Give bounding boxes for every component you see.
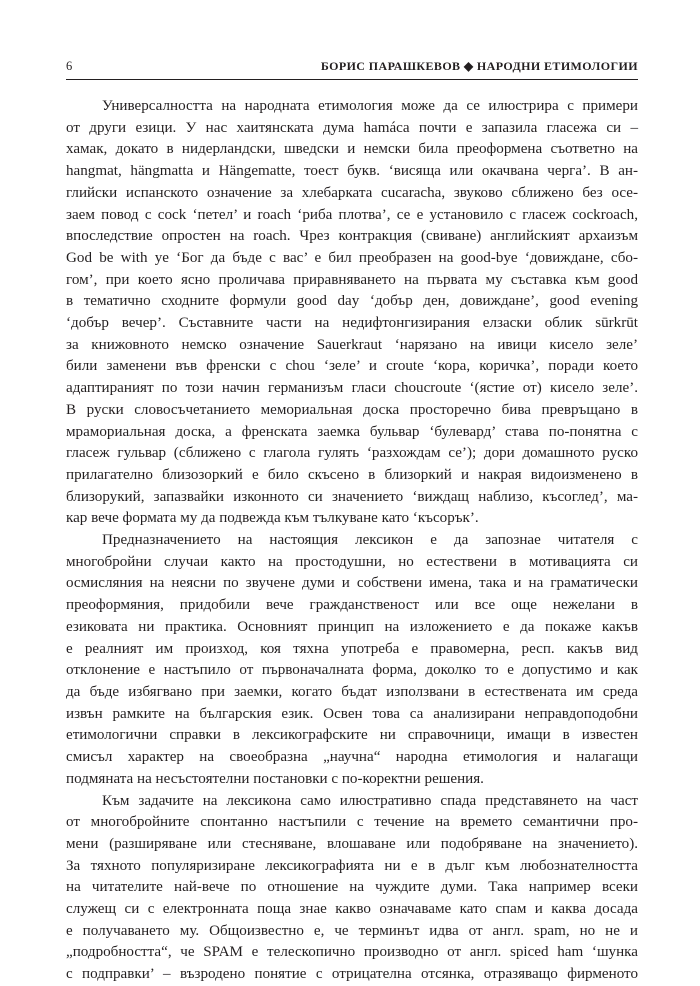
body-text xyxy=(66,96,638,986)
text-line: многобройни случаи както на простодушни, но естествени в мотивацията си xyxy=(66,553,638,570)
text-line: заем повод с cock ‘петел’ и roach ‘риба плотва’, се е установило с гласеж cockroach, xyxy=(66,206,638,223)
text-line: с подправки’ – възродено понятие с отрицателна отсянка, отразяващо фирменото xyxy=(66,966,638,983)
text-line: смисъл характер на своеобразна „научна“ народна етимология и налагащи xyxy=(66,749,638,766)
running-title: БОРИС ПАРАШКЕВОВ ◆ НАРОДНИ ЕТИМОЛОГИИ xyxy=(320,59,638,73)
paragraph-1 xyxy=(66,96,638,530)
paragraph-2 xyxy=(66,530,638,790)
text-line: осмисляния на неясни по звучене думи и собствени имена, така и на граматически xyxy=(66,575,638,592)
text-line: на читателите най-вече по отношение на чуждите думи. Така например всеки xyxy=(66,879,638,896)
text-line: езиковата ни практика. Основният принцип на изложението е да покаже какъв xyxy=(66,618,638,635)
text-line: hangmat, hängmatta и Hängematte, тоест букв. ‘висяща или окачвана черга’. В ан- xyxy=(66,163,638,180)
text-line: хамак, докато в нидерландски, шведски и немски била преоформена съответно на xyxy=(66,141,638,158)
text-line: е получаването му. Общоизвестно е, че терминът идва от англ. spam, но не и xyxy=(66,922,638,939)
text-line: гласеж гульвар (сближено с глагола гулять ‘разхождам се’); дори домашното руско xyxy=(66,445,638,462)
text-line: адаптираният по този начин германизъм гласи choucroute ‘(ястие от) кисело зеле’. xyxy=(66,380,638,397)
text-line: преоформяния, придобили вече гражданственост или все още нежелани в xyxy=(66,597,638,614)
text-line: е реалният им произход, коя тяхна употреба е правомерна, респ. какъв вид xyxy=(66,640,638,657)
text-line: в тематично сходните формули good day ‘добър ден, довиждане’, good evening xyxy=(66,293,638,310)
text-line: прилагателно близозоркий е било скъсено в близоркий и накрая видоизменено в xyxy=(66,466,638,483)
text-line: мени (разширяване или стесняване, влошаване или подобряване на значението). xyxy=(66,835,638,852)
text-line: Универсалността на народната етимология може да се илюстрира с примери xyxy=(102,98,638,114)
text-line: Към задачите на лексикона само илюстративно спада представянето на част xyxy=(102,792,638,809)
text-line: В руски словосъчетанието мемориальная доска просторечно бива превръщано в xyxy=(66,401,638,418)
paragraph-3 xyxy=(66,791,638,986)
text-line: гом’, при което ясно проличава приравняването на първата му съставка към good xyxy=(66,271,638,288)
text-line: близорукий, запазвайки изконното си значението ‘виждащ наблизо, късоглед’, ма- xyxy=(66,488,638,505)
text-line: служещ си с електронната поща знае какво означаваме като спам и каква досада xyxy=(66,901,638,918)
text-line: God be with ye ‘Бог да бъде с вас’ е бил преобразен на good-bye ‘довиждане, сбо- xyxy=(66,249,638,266)
text-line: мрамориальная доска, а френската заемка бульвар ‘булевард’ става по-понятна с xyxy=(66,423,638,440)
text-line: подмяната на несъстоятелни постановки с по-коректни решения. xyxy=(66,770,484,787)
text-line: кар вече формата му да подвежда към тълкуване като ‘късорък’. xyxy=(66,510,479,527)
text-line: от други езици. У нас хаитянската дума hamáca почти е запазила гласежа си – xyxy=(66,119,638,136)
text-line: Предназначението на настоящия лексикон е да запознае читателя с xyxy=(102,532,638,549)
text-line: отклонение е настъпило от първоначалната форма, доколко то е допустимо и как xyxy=(66,662,638,679)
text-line: били заменени във френски с chou ‘зеле’ и croute ‘кора, коричка’, поради което xyxy=(66,358,638,375)
text-line: от многобройните спонтанно настъпили с течение на времето семантични про- xyxy=(66,814,638,831)
text-line: за книжовното немско означение Sauerkraut ‘нарязано на ивици кисело зеле’ xyxy=(66,336,638,353)
header-rule xyxy=(66,79,638,80)
text-line: да бъде избягвано при заемки, когато бъдат използвани в естествената им среда xyxy=(66,683,638,700)
running-head xyxy=(66,59,638,75)
text-line: извън рамките на българския език. Освен това са анализирани неправдоподобни xyxy=(66,705,638,722)
text-line: ‘добър вечер’. Съставните части на недифтонгизирания елзаски облик sūrkrūt xyxy=(66,315,638,332)
text-line: За тяхното популяризиране лексикографията ни е в дълг към любознателността xyxy=(66,857,638,874)
text-line: впоследствие опростен на roach. Чрез контракция (свиване) английският архаизъм xyxy=(66,228,638,245)
text-line: „подробността“, че SPAM е телескопично производно от англ. spiced ham ‘шунка xyxy=(66,944,638,961)
page-number: 6 xyxy=(66,59,73,73)
text-line: етимологични справки в лексикографските ни справочници, имащи в известен xyxy=(66,727,638,744)
text-line: глийски испанското означение за хлебарката cucaracha, звуково сближено без осе- xyxy=(66,184,638,201)
